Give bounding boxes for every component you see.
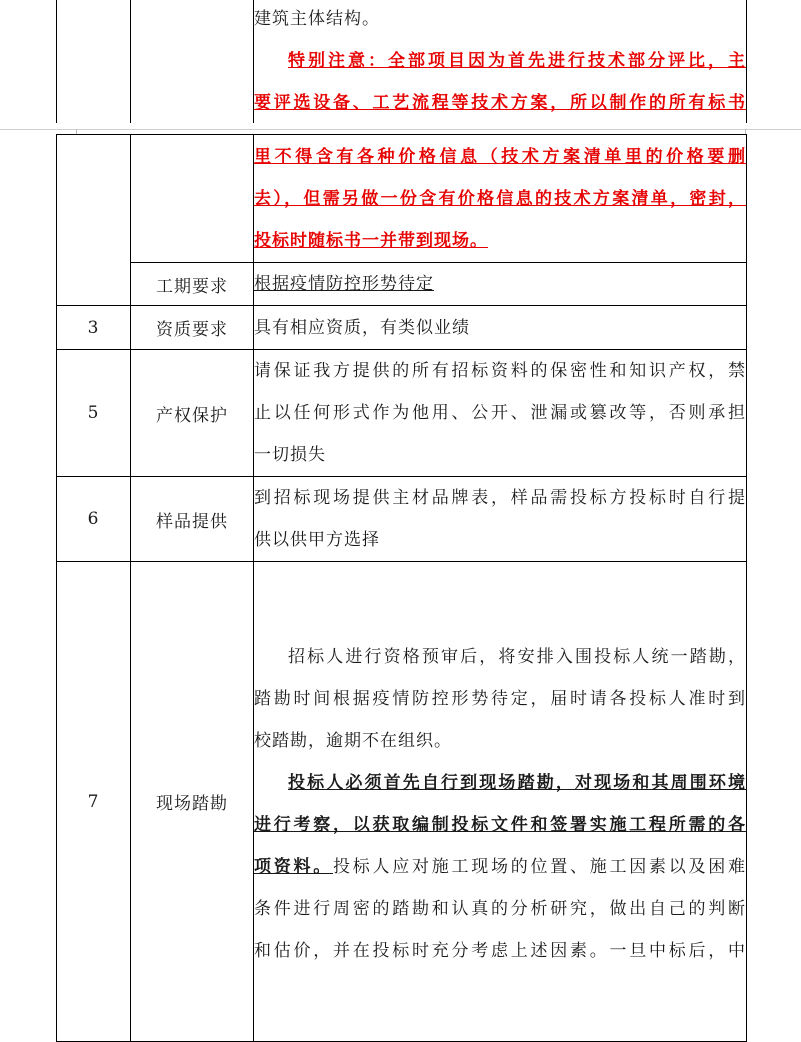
notice-text: 去），但需另做一份含有价格信息的技术方案清单，密封， xyxy=(254,189,746,209)
top-num-cell xyxy=(57,0,131,125)
notice-text: 要评选设备、工艺流程等技术方案，所以制作的所有标书 xyxy=(254,93,746,113)
top-label-cell xyxy=(131,0,254,125)
notice-line xyxy=(254,178,746,220)
table-row xyxy=(57,135,747,263)
content-line: 和估价，并在投标时充分考虑上述因素。一旦中标后，中 xyxy=(254,940,746,961)
content-cell xyxy=(254,263,747,306)
content-text: 项资料。 xyxy=(254,856,333,877)
page-break-rule xyxy=(0,129,801,130)
content-line xyxy=(254,263,746,305)
num-cell: 6 xyxy=(57,477,131,562)
notice-line xyxy=(254,40,746,82)
main-table xyxy=(56,134,747,1042)
content-cell xyxy=(254,135,747,263)
content-text: 根据疫情防控形势待定 xyxy=(254,274,434,294)
label-cell: 资质要求 xyxy=(131,306,254,350)
notice-line xyxy=(254,82,746,124)
content-line: 具有相应资质，有类似业绩 xyxy=(254,317,470,338)
label-cell: 现场踏勘 xyxy=(131,562,254,1042)
label-cell xyxy=(131,135,254,263)
label-cell: 工期要求 xyxy=(131,263,254,306)
content-line: 投标人必须首先自行到现场踏勘，对现场和其周围环境 xyxy=(288,772,746,793)
notice-line xyxy=(254,220,746,262)
content-line: 条件进行周密的踏勘和认真的分析研究，做出自己的判断 xyxy=(254,898,746,919)
content-cell xyxy=(254,350,747,477)
num-cell: 3 xyxy=(57,306,131,350)
content-line: 一切损失 xyxy=(254,445,326,465)
table-row xyxy=(57,306,747,350)
content-line: 校踏勘，逾期不在组织。 xyxy=(254,730,452,751)
notice-text: 投标时随标书一并带到现场。 xyxy=(254,231,488,251)
content-line: 止以任何形式作为他用、公开、泄漏或篡改等，否则承担 xyxy=(254,403,746,423)
content-text: 投标人应对施工现场的位置、施工因素以及困难 xyxy=(333,856,746,877)
content-line: 到招标现场提供主材品牌表，样品需投标方投标时自行提 xyxy=(254,488,746,508)
notice-text: 特别注意：全部项目因为首先进行技术部分评比，主 xyxy=(288,51,746,71)
content-cell xyxy=(254,306,747,350)
notice-line xyxy=(254,136,746,178)
table-row xyxy=(57,263,747,306)
label-cell: 产权保护 xyxy=(131,350,254,477)
content-cell xyxy=(254,562,747,1042)
content-line: 踏勘时间根据疫情防控形势待定，届时请各投标人准时到 xyxy=(254,688,746,709)
num-cell xyxy=(57,135,131,306)
content-line xyxy=(254,846,746,888)
top-content-cell xyxy=(254,0,747,125)
notice-text: 里不得含有各种价格信息（技术方案清单里的价格要删 xyxy=(254,147,746,167)
num-cell: 5 xyxy=(57,350,131,477)
top-table xyxy=(56,0,747,125)
num-cell: 7 xyxy=(57,562,131,1042)
table-row xyxy=(57,562,747,1042)
content-line: 进行考察，以获取编制投标文件和签署实施工程所需的各 xyxy=(254,814,746,835)
table-row xyxy=(57,477,747,562)
label-cell: 样品提供 xyxy=(131,477,254,562)
content-line: 招标人进行资格预审后，将安排入围投标人统一踏勘， xyxy=(288,646,746,667)
content-line: 供以供甲方选择 xyxy=(254,530,380,550)
content-line: 建筑主体结构。 xyxy=(254,9,380,29)
content-line: 请保证我方提供的所有招标资料的保密性和知识产权，禁 xyxy=(254,361,746,381)
content-cell xyxy=(254,477,747,562)
table-row xyxy=(57,350,747,477)
